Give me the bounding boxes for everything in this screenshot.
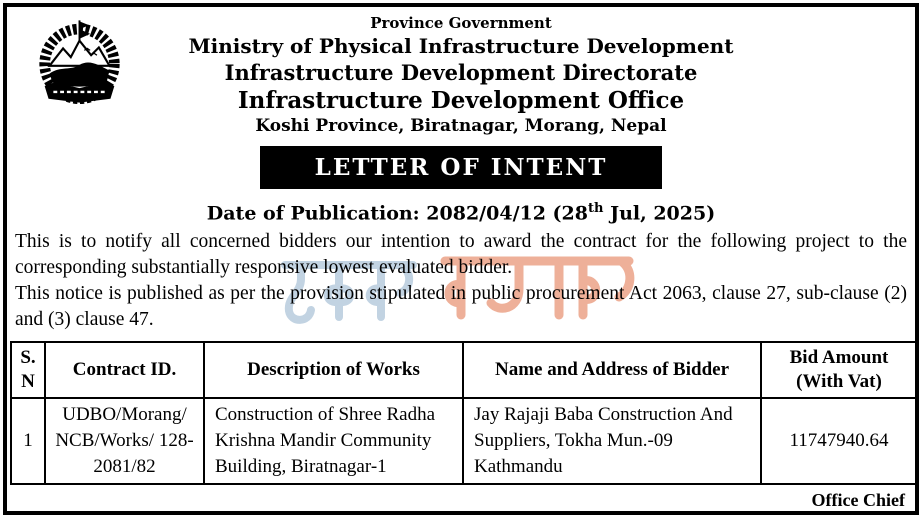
- cell-bidder: Jay Rajaji Baba Construction And Suppliers, Tokha Mun.-09 Kathmandu: [463, 398, 761, 484]
- bid-table-head: [11, 342, 917, 398]
- table-row: [11, 398, 917, 484]
- cell-sn: 1: [11, 398, 45, 484]
- notice-paragraph-1: This is to notify all concerned bidders our intention to award the contract for the following project to the corresponding substantially responsive lowest evaluated bidder.: [15, 231, 907, 279]
- bid-table-header-row: [11, 342, 917, 398]
- col-header-bid-amount: Bid Amount (With Vat): [761, 342, 917, 398]
- publication-date-ordinal: th: [588, 201, 604, 216]
- letterhead: [7, 7, 915, 137]
- col-header-bidder: Name and Address of Bidder: [463, 342, 761, 398]
- signature-title: Office Chief: [811, 490, 905, 511]
- notice-paragraph-2: This notice is published as per the provision stipulated in public procurement Act 2063, clause 27, sub-clause (2) and (3) clause 47.: [15, 283, 907, 331]
- org-directorate: Infrastructure Development Directorate: [224, 60, 698, 85]
- bid-table: [10, 341, 918, 485]
- bid-table-body: [11, 398, 917, 484]
- cell-description: Construction of Shree Radha Krishna Mandir Community Building, Biratnagar-1: [204, 398, 463, 484]
- org-office: Infrastructure Development Office: [237, 87, 685, 114]
- publication-date: [7, 197, 915, 225]
- col-header-sn: S. N: [11, 342, 45, 398]
- col-header-description: Description of Works: [204, 342, 463, 398]
- publication-date-prefix: Date of Publication: 2082/04/12 (28: [206, 202, 588, 225]
- notice-body: [15, 229, 907, 333]
- notice-page: [3, 3, 919, 515]
- notice-content: [7, 7, 915, 511]
- org-ministry: Ministry of Physical Infrastructure Development: [188, 34, 734, 58]
- publication-date-suffix: Jul, 2025): [603, 202, 716, 225]
- cell-bid-amount: 11747940.64: [761, 398, 917, 484]
- org-government: Province Government: [370, 14, 552, 32]
- col-header-contract-id: Contract ID.: [45, 342, 204, 398]
- org-address: Koshi Province, Biratnagar, Morang, Nepal: [255, 116, 667, 136]
- letter-of-intent-banner: LETTER OF INTENT: [260, 146, 662, 189]
- cell-contract-id: UDBO/Morang/ NCB/Works/ 128-2081/82: [45, 398, 204, 484]
- nepal-coat-of-arms-icon: [35, 15, 124, 107]
